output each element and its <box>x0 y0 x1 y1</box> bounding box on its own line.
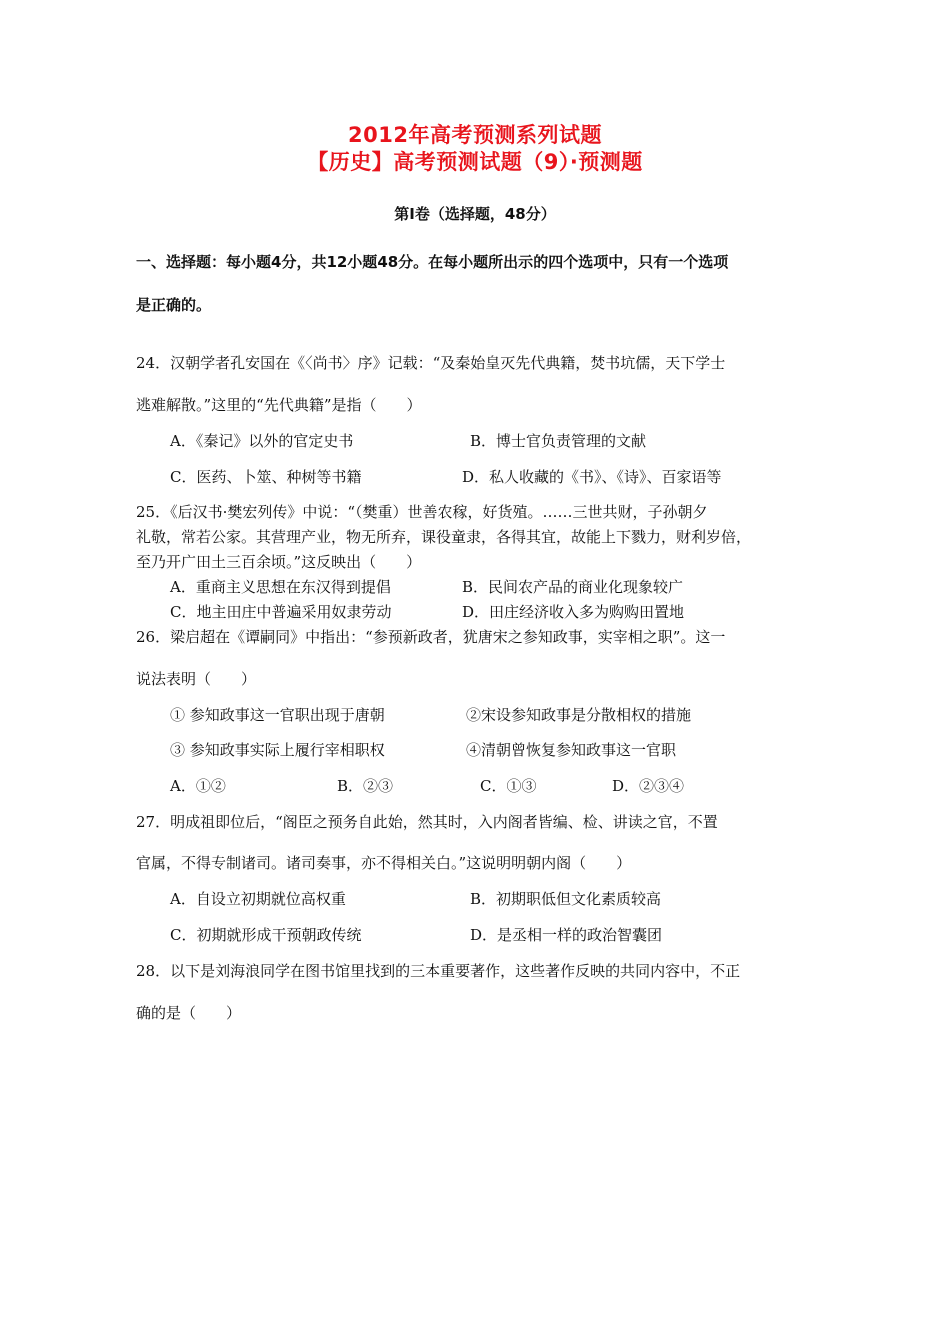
question-stem-line: 礼敬，常若公家。其营理产业，物无所弃，课役童隶，各得其宜，故能上下戮力，财利岁倍， <box>136 528 752 546</box>
statement-2: ②宋设参知政事是分散相权的措施 <box>466 706 692 724</box>
question-stem-line: 27．明成祖即位后，“阁臣之预务自此始，然其时，入内阁者皆编、检、讲读之官，不置 <box>136 813 718 831</box>
option-a: A．《秦记》以外的官定史书 <box>170 432 354 450</box>
option-a: A．①② <box>170 777 226 795</box>
option-b: B．博士官负责管理的文献 <box>470 432 647 450</box>
option-d: D．②③④ <box>612 777 685 795</box>
question-stem-line: 26．梁启超在《谭嗣同》中指出：“参预新政者，犹唐宋之参知政事，实宰相之职”。这一 <box>136 628 726 646</box>
option-c: C．初期就形成干预朝政传统 <box>170 926 362 944</box>
question-stem-line: 说法表明（ ） <box>136 670 257 688</box>
statement-4: ④清朝曾恢复参知政事这一官职 <box>466 741 677 759</box>
question-stem-line: 至乃开广田土三百余顷。”这反映出（ ） <box>136 553 422 571</box>
question-stem-line: 24．汉朝学者孔安国在《〈尚书〉序》记载：“及秦始皇灭先代典籍，焚书坑儒，天下学士 <box>136 354 726 372</box>
option-d: D．私人收藏的《书》、《诗》、百家语等 <box>462 468 722 486</box>
statement-3: ③ 参知政事实际上履行宰相职权 <box>170 741 385 759</box>
option-b: B．初期职低但文化素质较高 <box>470 890 662 908</box>
question-stem-line: 25．《后汉书·樊宏列传》中说：“（樊重）世善农稼，好货殖。……三世共财，子孙朝夕 <box>136 503 708 521</box>
question-stem-line: 确的是（ ） <box>136 1004 242 1022</box>
option-b: B．民间农产品的商业化现象较广 <box>462 578 684 596</box>
exam-title: 2012年高考预测系列试题 <box>348 123 602 147</box>
option-a: A．重商主义思想在东汉得到提倡 <box>170 578 391 596</box>
section-heading: 第Ⅰ卷（选择题，48分） <box>394 205 556 223</box>
option-b: B．②③ <box>337 777 394 795</box>
option-c: C．医药、卜筮、种树等书籍 <box>170 468 362 486</box>
statement-1: ① 参知政事这一官职出现于唐朝 <box>170 706 385 724</box>
option-c: C．①③ <box>480 777 537 795</box>
option-c: C．地主田庄中普遍采用奴隶劳动 <box>170 603 392 621</box>
question-stem-line: 28．以下是刘海浪同学在图书馆里找到的三本重要著作，这些著作反映的共同内容中，不正 <box>136 962 741 980</box>
option-a: A．自设立初期就位高权重 <box>170 890 346 908</box>
option-d: D．是丞相一样的政治智囊团 <box>470 926 663 944</box>
exam-subtitle: 【历史】高考预测试题（9）·预测题 <box>307 150 643 174</box>
instructions-line-1: 一、选择题：每小题4分，共12小题48分。在每小题所出示的四个选项中，只有一个选项 <box>136 253 729 271</box>
option-d: D．田庄经济收入多为购购田置地 <box>462 603 685 621</box>
question-stem-line: 逃难解散。”这里的“先代典籍”是指（ ） <box>136 396 422 414</box>
question-stem-line: 官属，不得专制诸司。诸司奏事，亦不得相关白。”这说明明朝内阁（ ） <box>136 854 632 872</box>
instructions-line-2: 是正确的。 <box>136 296 212 314</box>
